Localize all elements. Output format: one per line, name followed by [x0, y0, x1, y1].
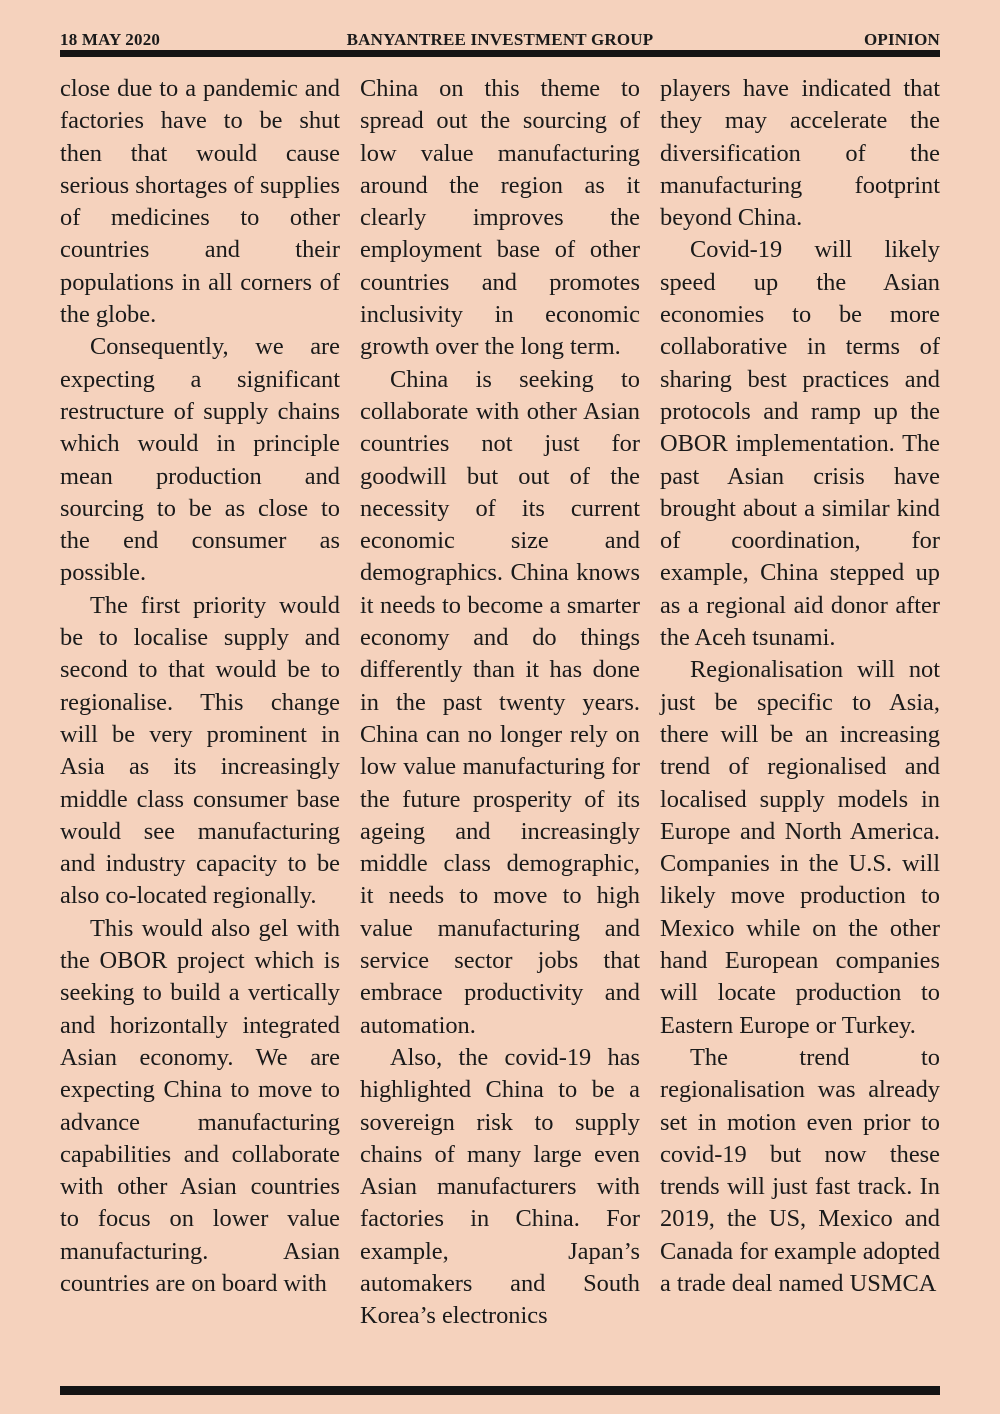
paragraph: Also, the covid-19 has highlighted China to be a sovereign risk to supply chains of many large even Asian manufacturers with factories in China. For example, Japan’s automakers and South Korea’s electronics: [360, 1043, 640, 1330]
paragraph: China on this theme to spread out the sourcing of low value manufacturing around the region as it clearly improves the employment base of other countries and promotes inclusivity in economic growth over the long term.: [360, 75, 640, 361]
issue-date: 18 MAY 2020: [60, 30, 161, 49]
header-rule: [60, 50, 940, 57]
paragraph: Covid-19 will likely speed up the Asian economies to be more collaborative in terms of sharing best practices and protocols and ramp up the OBOR implementation. The past Asian crisis have brought about a similar kind of coordination, for example, China stepped up as a regional aid donor after the Aceh tsunami.: [660, 236, 940, 652]
paragraph: This would also gel with the OBOR project which is seeking to build a vertically and horizontally integrated Asian economy. We are expecting China to move to advance manufacturing capabilities and collaborate with other Asian countries to focus on lower value manufacturing. Asian countries are on board with: [60, 914, 340, 1297]
footer-rule: [60, 1386, 940, 1395]
paragraph: Consequently, we are expecting a significant restructure of supply chains which would in principle mean production and sourcing to be as close to the end consumer as possible.: [60, 333, 340, 587]
paragraph: The first priority would be to localise supply and second to that would be to regionalise. This change will be very prominent in Asia as its increasingly middle class consumer base would see manufacturing and industry capacity to be also co-located regionally.: [60, 591, 340, 910]
section-label: OPINION: [863, 30, 940, 49]
text-column-2: [360, 73, 640, 1333]
paragraph: close due to a pandemic and factories have to be shut then that would cause serious shortages of supplies of medicines to other countries and their populations in all corners of the globe.: [60, 75, 340, 329]
paragraph: China is seeking to collaborate with other Asian countries not just for goodwill but out of the necessity of its current economic size and demographics. China knows it needs to become a smarter economy and do things differently than it has done in the past twenty years. China can no longer rely on low value manufacturing for the future prosperity of its ageing and increasingly middle class demographic, it needs to move to high value manufacturing and service sector jobs that embrace productivity and automation.: [360, 365, 640, 1039]
paragraph: players have indicated that they may accelerate the diversification of the manufacturing footprint beyond China.: [660, 75, 940, 232]
page-header: [60, 30, 940, 50]
text-column-1: [60, 73, 340, 1300]
paragraph: Regionalisation will not just be specific to Asia, there will be an increasing trend of regionalised and localised supply models in Europe and North America. Companies in the U.S. will likely move production to Mexico while on the other hand European companies will locate production to Eastern Europe or Turkey.: [660, 656, 940, 1039]
text-column-3: [660, 73, 940, 1300]
publication-name: BANYANTREE INVESTMENT GROUP: [346, 30, 654, 49]
paragraph: The trend to regionalisation was already set in motion even prior to covid-19 but now these trends will just fast track. In 2019, the US, Mexico and Canada for example adopted a trade deal named USMCA: [660, 1043, 940, 1297]
